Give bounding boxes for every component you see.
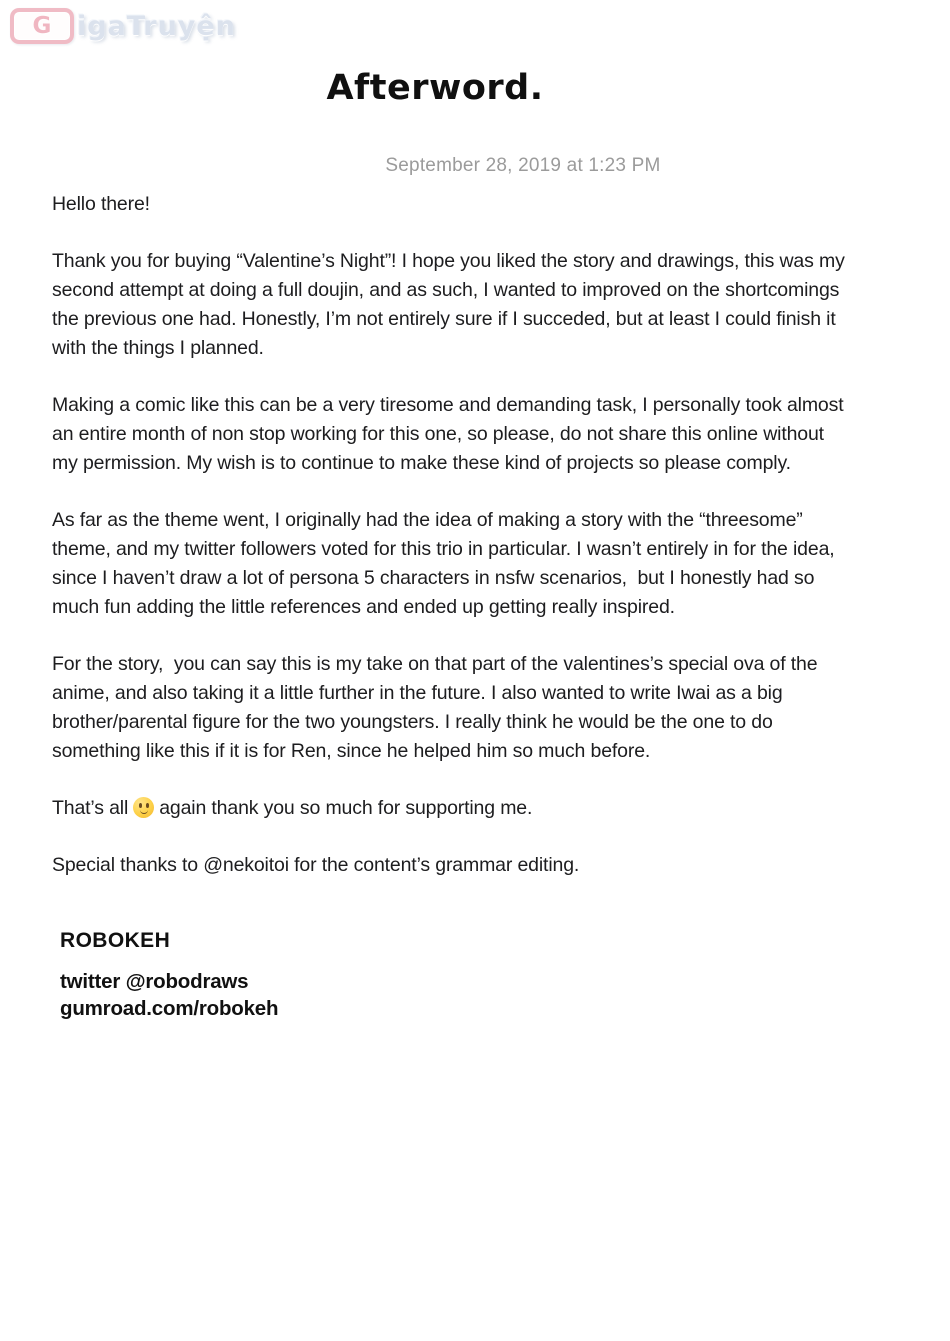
closing-text-post: again thank you so much for supporting me. (159, 797, 533, 819)
credits-line: Special thanks to @nekoitoi for the content’s grammar editing. (52, 854, 580, 876)
page-title: Afterword. (326, 68, 544, 108)
paragraph-theme: As far as the theme went, I originally had the idea of making a story with the “threesome” theme, and my twitter followers voted for this trio in particular. I wasn’t entirely in for the idea, since I haven’t draw a lot of persona 5 characters in nsfw scenarios, but I honestly had so much fun adding the little references and ended up getting really inspired. (52, 509, 840, 618)
slightly-smiling-face-emoji (133, 797, 154, 818)
paragraph-thanks: Thank you for buying “Valentine’s Night”! I hope you liked the story and drawings, this was my second attempt at doing a full doujin, and as such, I wanted to improved on the shortcomings the previous one had. Honestly, I’m not entirely sure if I succeded, but at least I could finish it with the things I planned. (52, 250, 850, 359)
gumroad-url: gumroad.com/robokeh (60, 997, 279, 1020)
closing-line (52, 794, 848, 823)
paragraph-story: For the story, you can say this is my take on that part of the valentines’s special ova of the anime, and also taking it a little further in the future. I also wanted to write Iwai as a big brother/parental figure for the two youngsters. I really think he would be the one to do something like this if it is for Ren, since he helped him so much before. (52, 653, 823, 762)
author-links (60, 968, 848, 1022)
greeting-line: Hello there! (52, 193, 150, 215)
watermark-logo-letter: G (32, 12, 52, 39)
timestamp: September 28, 2019 at 1:23 PM (385, 155, 661, 176)
twitter-handle: twitter @robodraws (60, 970, 249, 993)
signature-block (60, 926, 848, 1022)
closing-text-pre: That’s all (52, 797, 129, 819)
paragraph-effort: Making a comic like this can be a very tiresome and demanding task, I personally took almost an entire month of non stop working for this one, so please, do not share this online without my permission. My wish is to continue to make these kind of projects so please comply. (52, 394, 849, 474)
afterword-body (0, 177, 950, 1022)
author-name: ROBOKEH (60, 929, 171, 952)
watermark-text: igaTruyện (77, 10, 236, 42)
